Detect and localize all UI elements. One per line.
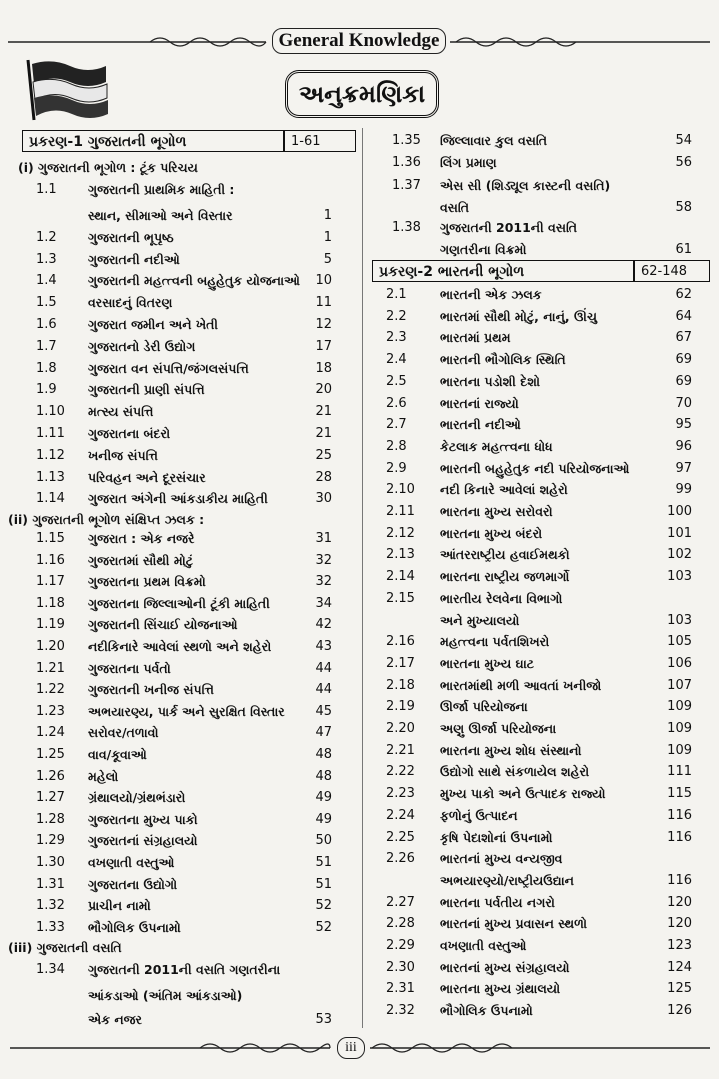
entry-title: ગુજરાત વન સંપત્તિ/જંગલસંપત્તિ — [88, 360, 249, 376]
entry-page: 69 — [675, 373, 692, 389]
entry-title: એક નજર — [88, 1012, 142, 1027]
entry-number: 1.3 — [36, 251, 57, 267]
entry-number: 1.14 — [36, 491, 65, 507]
entry-number: 1.26 — [36, 768, 65, 784]
entry-title: ભારતના પડોશી દેશો — [440, 373, 540, 389]
entry-number: 2.31 — [386, 981, 415, 997]
entry-number: 1.25 — [36, 747, 65, 762]
entry-page: 69 — [675, 352, 692, 368]
entry-page: 50 — [315, 833, 332, 849]
entry-page: 106 — [667, 655, 692, 671]
entry-title: ભારતની એક ઝલક — [440, 287, 542, 302]
entry-title: મુખ્ય પાકો અને ઉત્પાદક રાજ્યો — [440, 786, 606, 802]
entry-title: ભૌગોલિક ઉપનામો — [88, 919, 181, 935]
entry-title: ભારતની બહુહેતુક નદી પરિયોજનાઓ — [440, 460, 630, 476]
entry-page: 126 — [667, 1003, 692, 1019]
entry-page: 48 — [315, 768, 332, 784]
entry-page: 45 — [315, 703, 332, 719]
entry-title: ગુજરાતની પ્રાથમિક માહિતી : — [88, 182, 235, 197]
entry-number: 2.7 — [386, 417, 407, 433]
book-title: General Knowledge — [272, 28, 446, 54]
entry-page: 116 — [667, 807, 692, 823]
entry-number: 1.11 — [36, 426, 65, 441]
entry-title: ભારતનાં રાજ્યો — [440, 395, 519, 411]
entry-title: કૃષિ પેદાશોનાં ઉપનામો — [440, 829, 553, 845]
entry-page: 31 — [315, 531, 332, 546]
entry-number: 2.9 — [386, 460, 407, 476]
entry-title: પ્રાચીન નામો — [88, 898, 151, 914]
entry-number: 1.13 — [36, 469, 65, 485]
entry-page: 103 — [667, 569, 692, 585]
entry-page: 103 — [667, 612, 692, 628]
entry-title: ભારતની નદીઓ — [440, 417, 521, 433]
entry-page: 44 — [315, 660, 332, 676]
entry-title: ભારતની ભૌગોલિક સ્થિતિ — [440, 352, 566, 368]
entry-title: ગુજરાતની પ્રાણી સંપત્તિ — [88, 382, 205, 398]
entry-number: 1.1 — [36, 182, 57, 197]
entry-page: 67 — [675, 330, 692, 346]
entry-page: 109 — [667, 721, 692, 736]
entry-page: 96 — [675, 438, 692, 454]
entry-page: 124 — [667, 959, 692, 975]
entry-number: 1.37 — [392, 178, 421, 193]
entry-number: 2.2 — [386, 308, 407, 324]
entry-page: 49 — [315, 790, 332, 806]
entry-title: નદી કિનારે આવેલાં શહેરો — [440, 482, 568, 498]
page-number: iii — [337, 1037, 365, 1059]
entry-title: અને મુખ્યાલયો — [440, 612, 520, 628]
entry-title: ગુજરાતના પર્વતો — [88, 660, 171, 676]
entry-title: ભારતના મુખ્ય ગ્રંથાલયો — [440, 981, 561, 997]
entry-number: 2.1 — [386, 287, 407, 302]
entry-number: 1.8 — [36, 360, 57, 376]
entry-number: 1.2 — [36, 229, 57, 245]
entry-page: 111 — [667, 764, 692, 780]
entry-title: ખનીજ સંપત્તિ — [88, 447, 158, 463]
chapter-2-label[interactable]: પ્રકરણ-2 ભારતની ભૂગોળ — [372, 260, 634, 282]
entry-title: અભયારણ્ય, પાર્ક અને સુરક્ષિત વિસ્તાર — [88, 703, 285, 719]
entry-page: 49 — [315, 811, 332, 827]
entry-title: ભારતના મુખ્ય સરોવરો — [440, 504, 553, 519]
entry-number: 2.22 — [386, 764, 415, 780]
entry-page: 44 — [315, 682, 332, 698]
entry-title: ગુજરાત જમીન અને ખેતી — [88, 317, 218, 332]
entry-number: 2.25 — [386, 829, 415, 845]
entry-number: 1.27 — [36, 790, 65, 806]
entry-page: 18 — [315, 360, 332, 376]
entry-title: અભયારણ્યો/રાષ્ટ્રીયઉદ્યાન — [440, 872, 574, 888]
entry-title: સરોવર/તળાવો — [88, 725, 159, 741]
entry-title: વખણાતી વસ્તુઓ — [88, 855, 175, 870]
entry-number: 1.18 — [36, 595, 65, 611]
entry-page: 56 — [675, 155, 692, 170]
entry-number: 2.13 — [386, 547, 415, 563]
entry-number: 2.21 — [386, 742, 415, 758]
entry-page: 5 — [323, 251, 332, 267]
entry-number: 1.6 — [36, 317, 57, 332]
entry-number: 1.15 — [36, 531, 65, 546]
entry-number: 1.7 — [36, 338, 57, 354]
entry-page: 125 — [667, 981, 692, 997]
entry-title: ભારતમાં સૌથી મોટું, નાનું, ઊંચુ — [440, 308, 597, 324]
entry-number: 2.28 — [386, 916, 415, 932]
entry-title: વખણાતી વસ્તુઓ — [440, 938, 527, 953]
entry-title: ગુજરાતની ભૂપૃષ્ઠ — [88, 229, 174, 245]
entry-title: વરસાદનું વિતરણ — [88, 295, 173, 311]
entry-page: 1 — [323, 229, 332, 245]
entry-title: મહત્ત્વના પર્વતશિખરો — [440, 634, 550, 650]
entry-title: પરિવહન અને દૂરસંચાર — [88, 469, 206, 485]
entry-page: 70 — [675, 395, 692, 411]
entry-number: 2.18 — [386, 677, 415, 693]
entry-page: 100 — [667, 504, 692, 519]
entry-title: ગણતરીના વિક્રમો — [440, 242, 527, 257]
entry-number: 1.33 — [36, 919, 65, 935]
entry-title: ગુજરાતની મહત્ત્વની બહુહેતુક યોજનાઓ — [88, 273, 300, 289]
entry-number: 1.4 — [36, 273, 57, 289]
entry-page: 25 — [315, 447, 332, 463]
entry-number: 1.29 — [36, 833, 65, 849]
entry-number: 2.29 — [386, 938, 415, 953]
entry-title: ગુજરાતના જિલ્લાઓની ટૂંકી માહિતી — [88, 595, 270, 611]
entry-title: ભારતીય રેલવેના વિભાગો — [440, 590, 563, 606]
entry-title: ભારતનાં મુખ્ય વન્યજીવ — [440, 851, 563, 867]
entry-title: આંતરરાષ્ટ્રીય હવાઈમથકો — [440, 547, 570, 563]
entry-page: 120 — [667, 916, 692, 932]
entry-number: 2.8 — [386, 438, 407, 454]
entry-number: 1.21 — [36, 660, 65, 676]
entry-title: ગુજરાતમાં સૌથી મોટું — [88, 552, 194, 568]
entry-title: ગુજરાત અંગેની આંકડાકીય માહિતી — [88, 491, 268, 507]
entry-number: 2.4 — [386, 352, 407, 368]
entry-title: ભારતના મુખ્ય બંદરો — [440, 525, 543, 541]
entry-page: 58 — [675, 200, 692, 215]
entry-page: 116 — [667, 872, 692, 888]
chapter-1-pages: 1-61 — [284, 130, 356, 152]
entry-page: 61 — [675, 242, 692, 257]
entry-page: 48 — [315, 747, 332, 762]
entry-title: એસ સી (શિડ્યૂલ કાસ્ટની વસતિ) — [440, 178, 611, 193]
entry-title: ઉદ્યોગો સાથે સંકળાયેલ શહેરો — [440, 764, 590, 780]
entry-number: 1.22 — [36, 682, 65, 698]
entry-number: 2.5 — [386, 373, 407, 389]
entry-number: 1.24 — [36, 725, 65, 741]
entry-title: જિલ્લાવાર કુલ વસતિ — [440, 133, 547, 148]
entry-page: 32 — [315, 574, 332, 590]
entry-page: 52 — [315, 919, 332, 935]
entry-page: 97 — [675, 460, 692, 476]
entry-page: 21 — [315, 426, 332, 441]
section-heading: (i) ગુજરાતની ભૂગોળ : ટૂંક પરિચય — [18, 160, 198, 175]
entry-number: 1.20 — [36, 639, 65, 654]
entry-title: ભારતમાં પ્રથમ — [440, 330, 511, 346]
chapter-2-pages: 62-148 — [634, 260, 710, 282]
entry-title: વાવ/કૂવાઓ — [88, 747, 147, 762]
entry-title: ગુજરાતની સિંચાઈ યોજનાઓ — [88, 617, 238, 633]
entry-title: ગુજરાતના મુખ્ય પાકો — [88, 811, 198, 827]
entry-page: 64 — [675, 308, 692, 324]
entry-page: 105 — [667, 634, 692, 650]
entry-page: 42 — [315, 617, 332, 633]
entry-page: 11 — [315, 295, 332, 311]
entry-title: ગુજરાતના બંદરો — [88, 426, 171, 441]
entry-title: ગુજરાતનાં સંગ્રહાલયો — [88, 833, 198, 849]
column-divider — [362, 128, 363, 1028]
entry-page: 43 — [315, 639, 332, 654]
entry-title: ભૌગોલિક ઉપનામો — [440, 1003, 533, 1019]
entry-number: 1.28 — [36, 811, 65, 827]
entry-title: ગુજરાતની નદીઓ — [88, 251, 180, 267]
entry-number: 2.26 — [386, 851, 415, 867]
entry-number: 1.36 — [392, 155, 421, 170]
entry-title: ગુજરાતની 2011ની વસતિ — [440, 220, 578, 235]
entry-title: મહેલો — [88, 768, 119, 784]
entry-title: ગુજરાતના પ્રથમ વિક્રમો — [88, 574, 206, 590]
entry-number: 1.31 — [36, 876, 65, 892]
entry-title: ગુજરાતની ખનીજ સંપત્તિ — [88, 682, 214, 698]
entry-title: ભારતનાં મુખ્ય સંગ્રહાલયો — [440, 959, 570, 975]
entry-number: 1.23 — [36, 703, 65, 719]
entry-title: ગુજરાતના ઉદ્યોગો — [88, 876, 178, 892]
entry-title: ભારતના મુખ્ય શોધ સંસ્થાનો — [440, 742, 582, 758]
flag-icon — [20, 58, 110, 122]
entry-page: 54 — [675, 133, 692, 148]
entry-page: 95 — [675, 417, 692, 433]
entry-title: ગુજરાતનો ડેરી ઉદ્યોગ — [88, 338, 196, 354]
entry-number: 2.16 — [386, 634, 415, 650]
entry-number: 1.35 — [392, 133, 421, 148]
entry-number: 2.30 — [386, 959, 415, 975]
entry-title: ભારતના રાષ્ટ્રીય જળમાર્ગો — [440, 569, 570, 585]
entry-title: આંકડાઓ (અંતિમ આંકડાઓ) — [88, 988, 243, 1003]
entry-title: ગ્રંથાલયો/ગ્રંથભંડારો — [88, 790, 186, 806]
entry-number: 2.15 — [386, 590, 415, 606]
entry-page: 99 — [675, 482, 692, 498]
entry-number: 1.38 — [392, 220, 421, 235]
entry-page: 30 — [315, 491, 332, 507]
entry-number: 2.20 — [386, 721, 415, 736]
entry-title: ભારતમાંથી મળી આવતાં ખનીજો — [440, 677, 602, 693]
entry-number: 1.30 — [36, 855, 65, 870]
entry-title: ઊર્જા પરિયોજના — [440, 699, 528, 715]
entry-page: 102 — [667, 547, 692, 563]
entry-title: અણુ ઊર્જા પરિયોજના — [440, 721, 557, 736]
entry-page: 120 — [667, 894, 692, 910]
entry-number: 2.27 — [386, 894, 415, 910]
entry-number: 1.12 — [36, 447, 65, 463]
entry-page: 101 — [667, 525, 692, 541]
entry-title: કેટલાક મહત્ત્વના ધોધ — [440, 438, 553, 454]
entry-title: ભારતનાં મુખ્ય પ્રવાસન સ્થળો — [440, 916, 587, 932]
entry-page: 17 — [315, 338, 332, 354]
entry-page: 109 — [667, 742, 692, 758]
entry-title: મત્સ્ય સંપત્તિ — [88, 404, 154, 420]
entry-page: 116 — [667, 829, 692, 845]
entry-page: 1 — [323, 208, 332, 223]
entry-page: 20 — [315, 382, 332, 398]
entry-page: 123 — [667, 938, 692, 953]
entry-page: 109 — [667, 699, 692, 715]
entry-page: 21 — [315, 404, 332, 420]
entry-page: 12 — [315, 317, 332, 332]
entry-number: 2.17 — [386, 655, 415, 671]
entry-title: ગુજરાત : એક નજરે — [88, 531, 195, 546]
entry-page: 52 — [315, 898, 332, 914]
entry-number: 2.10 — [386, 482, 415, 498]
chapter-1-label[interactable]: પ્રકરણ-1 ગુજરાતની ભૂગોળ — [22, 130, 284, 152]
entry-number: 1.5 — [36, 295, 57, 311]
entry-page: 32 — [315, 552, 332, 568]
entry-number: 2.32 — [386, 1003, 415, 1019]
entry-title: સ્થાન, સીમાઓ અને વિસ્તાર — [88, 208, 233, 223]
entry-number: 2.19 — [386, 699, 415, 715]
entry-title: ભારતના પર્વતીય નગરો — [440, 894, 555, 910]
entry-page: 47 — [315, 725, 332, 741]
section-heading: (iii) ગુજરાતની વસતિ — [8, 940, 122, 955]
entry-page: 34 — [315, 595, 332, 611]
entry-page: 10 — [315, 273, 332, 289]
entry-title: ભારતના મુખ્ય ઘાટ — [440, 655, 535, 671]
entry-page: 51 — [315, 855, 332, 870]
entry-number: 2.11 — [386, 504, 415, 519]
entry-number: 1.17 — [36, 574, 65, 590]
section-heading: (ii) ગુજરાતની ભૂગોળ સંક્ષિપ્ત ઝલક : — [8, 512, 205, 527]
entry-number: 1.19 — [36, 617, 65, 633]
entry-title: વસતિ — [440, 200, 470, 215]
entry-number: 2.23 — [386, 786, 415, 802]
entry-page: 115 — [667, 786, 692, 802]
index-title: અનુક્રમણિકા — [285, 70, 439, 118]
entry-page: 107 — [667, 677, 692, 693]
entry-page: 51 — [315, 876, 332, 892]
entry-number: 1.16 — [36, 552, 65, 568]
entry-title: નદીકિનારે આવેલાં સ્થળો અને શહેરો — [88, 639, 272, 654]
entry-number: 1.32 — [36, 898, 65, 914]
entry-page: 53 — [315, 1012, 332, 1027]
entry-number: 1.10 — [36, 404, 65, 420]
entry-number: 2.3 — [386, 330, 407, 346]
entry-number: 1.34 — [36, 962, 65, 977]
entry-number: 2.12 — [386, 525, 415, 541]
entry-page: 62 — [675, 287, 692, 302]
entry-page: 28 — [315, 469, 332, 485]
entry-title: ફળોનું ઉત્પાદન — [440, 807, 518, 823]
entry-title: ગુજરાતની 2011ની વસતિ ગણતરીના — [88, 962, 281, 977]
entry-number: 2.6 — [386, 395, 407, 411]
entry-title: લિંગ પ્રમાણ — [440, 155, 497, 170]
entry-number: 2.24 — [386, 807, 415, 823]
entry-number: 1.9 — [36, 382, 57, 398]
entry-number: 2.14 — [386, 569, 415, 585]
